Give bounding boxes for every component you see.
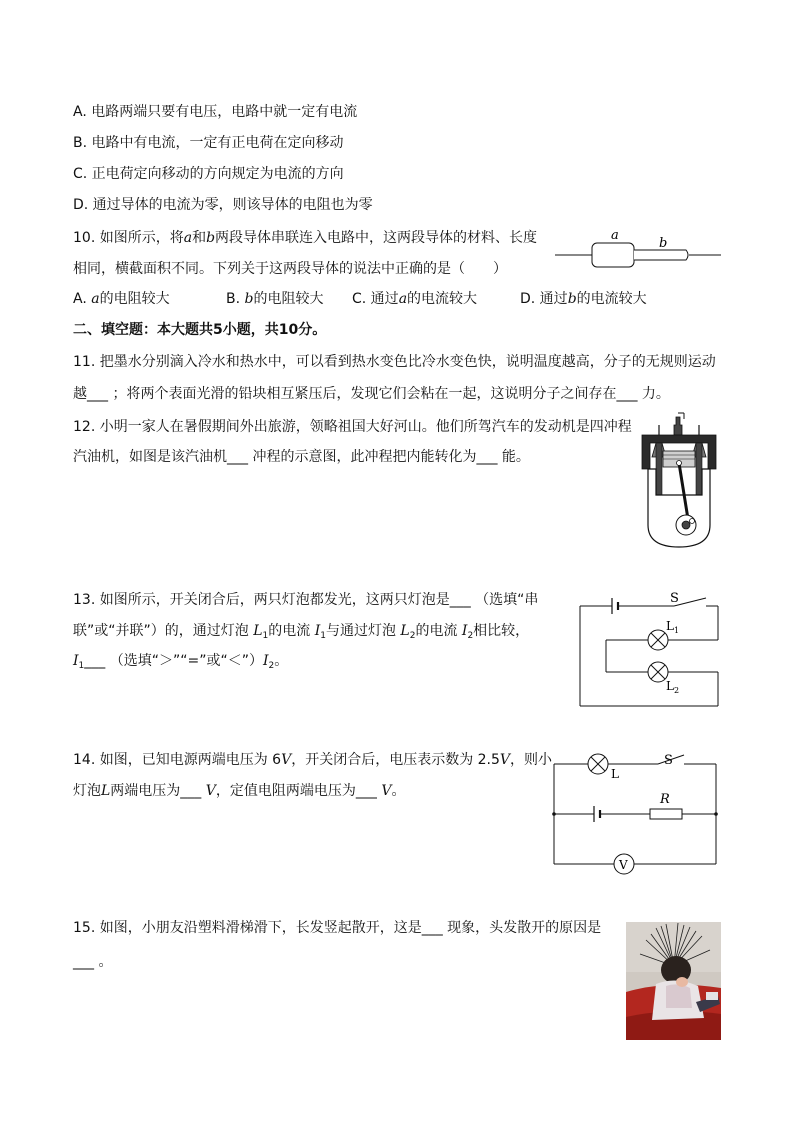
slide-static-hair-photo <box>626 922 721 1040</box>
q10-stem-line1: 10. 如图所示，将a和b两段导体串联连入电路中，这两段导体的材料、长度 <box>73 230 538 246</box>
conductor-label-a: a <box>611 228 619 243</box>
lamp-label: L <box>611 767 619 781</box>
q10-option-c: C. 通过a的电流较大 <box>352 291 478 307</box>
q14-line1: 14. 如图，已知电源两端电压为 6V，开关闭合后，电压表示数为 2.5V，则小 <box>73 752 553 768</box>
q9-option-c: C. 正电荷定向移动的方向规定为电流的方向 <box>73 166 344 182</box>
q11-line1: 11. 把墨水分别滴入冷水和热水中，可以看到热水变色比冷水变色快，说明温度越高，分子的无规则运动 <box>73 354 716 370</box>
switch-label: S <box>670 591 679 606</box>
voltmeter-circuit-diagram <box>550 750 722 878</box>
q12-line1: 12. 小明一家人在暑假期间外出旅游，领略祖国大好河山。他们所驾汽车的发动机是四冲程 <box>73 419 632 435</box>
parallel-circuit-diagram <box>578 588 723 710</box>
q11-line2: 越___ ；将两个表面光滑的铅块相互紧压后，发现它们会粘在一起，这说明分子之间存在___ 力。 <box>73 386 670 402</box>
q13-line3: $I_1\_\_\_$ （选填“＞”“=”或“$<”)I_2$。 <box>73 653 289 671</box>
q9-option-d: D. 通过导体的电流为零，则该导体的电阻也为零 <box>73 197 373 213</box>
lamp1-label: $L_1$ <box>666 619 680 635</box>
q14-line2: 灯泡L两端电压为___ V，定值电阻两端电压为___ V。 <box>73 783 406 799</box>
conductor-diagram <box>555 228 725 278</box>
resistor-label: R <box>660 792 670 807</box>
q13-line2: 联”或“并联”）的，通过灯泡 $L_1$的电流 $I_1$与通过灯泡 $L_2$的电流 $I_2$相比较， <box>73 623 530 641</box>
q9-option-a: A. 电路两端只要有电压，电路中就一定有电流 <box>73 104 358 120</box>
q12-line2: 汽油机，如图是该汽油机___ 冲程的示意图，此冲程把内能转化为___ 能。 <box>73 449 530 465</box>
q9-option-b: B. 电路中有电流，一定有正电荷在定向移动 <box>73 135 344 151</box>
q15-line1: 15. 如图，小朋友沿塑料滑梯滑下，长发竖起散开，这是___ 现象，头发散开的原因是 <box>73 920 602 936</box>
q10-option-b: B. b的电阻较大 <box>226 291 324 307</box>
lamp2-label: $L_2$ <box>666 679 680 695</box>
q10-option-d: D. 通过b的电流较大 <box>520 291 647 307</box>
q13-line1: 13. 如图所示，开关闭合后，两只灯泡都发光，这两只灯泡是___ （选填“串 <box>73 592 539 608</box>
section-heading: 二、填空题：本大题共5小题，共10分。 <box>73 322 327 338</box>
q10-option-a: A. a的电阻较大 <box>73 291 170 307</box>
q10-stem-line2: 相同，横截面积不同。下列关于这两段导体的说法中正确的是（ ） <box>73 261 507 277</box>
q15-line2: ___ 。 <box>73 954 113 970</box>
switch-label: S <box>664 753 673 768</box>
engine-diagram <box>636 413 726 553</box>
voltmeter-label: V <box>619 858 628 872</box>
conductor-label-b: b <box>659 236 668 251</box>
